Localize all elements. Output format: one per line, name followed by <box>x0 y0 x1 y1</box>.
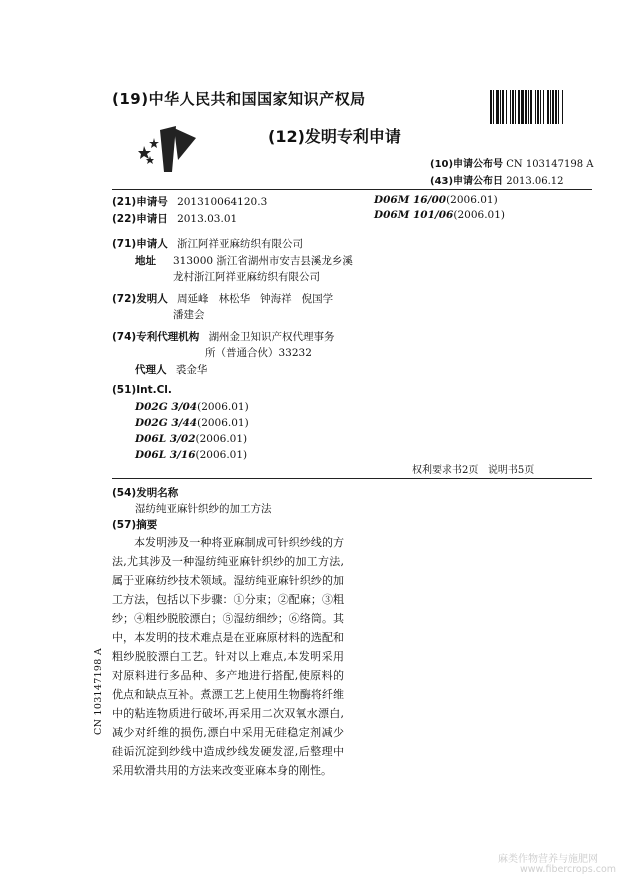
applicant-label: (71)申请人 <box>112 238 168 250</box>
application-number-label: (21)申请号 <box>112 196 168 208</box>
intcl-row <box>135 399 249 415</box>
address-line-1: 313000 浙江省湖州市安吉县溪龙乡溪 <box>173 255 353 267</box>
inventors <box>112 291 333 307</box>
patent-agency-label: (74)专利代理机构 <box>112 331 200 343</box>
applicant <box>112 236 303 252</box>
barcode-bar <box>563 90 565 124</box>
document-type-title: (12)发明专利申请 <box>268 127 401 146</box>
address-line-2: 龙村浙江阿祥亚麻纺织有限公司 <box>173 271 320 283</box>
applicant-value: 浙江阿祥亚麻纺织有限公司 <box>177 238 304 250</box>
invention-title-label: (54)发明名称 <box>112 487 179 499</box>
address-label: 地址 <box>135 255 156 267</box>
invention-title: 湿纺纯亚麻针织纱的加工方法 <box>135 503 272 515</box>
publication-date-value: 2013.06.12 <box>506 176 564 187</box>
intcl-label: (51)Int.Cl. <box>112 384 172 396</box>
secondary-class-row <box>374 192 498 208</box>
secondary-class-version: (2006.01) <box>453 209 505 221</box>
publication-date <box>430 172 564 187</box>
secondary-class-version: (2006.01) <box>446 194 498 206</box>
secondary-class-code: D06M 101/06 <box>374 209 454 221</box>
publication-number <box>430 155 594 170</box>
patent-agency <box>112 329 335 345</box>
side-publication-code: CN 103147198 A <box>93 647 104 735</box>
sipo-logo-icon <box>138 124 198 174</box>
application-date-value: 2013.03.01 <box>177 213 238 225</box>
intcl-version: (2006.01) <box>195 433 248 445</box>
intcl-code: D06L 3/16 <box>135 449 196 461</box>
agent <box>135 362 207 378</box>
patent-agency-line-1: 湖州金卫知识产权代理事务 <box>208 331 335 343</box>
application-date <box>112 211 237 227</box>
inventors-line-1: 周延峰 林松华 钟海祥 倪国学 <box>177 293 334 305</box>
abstract-text: 本发明涉及一种将亚麻制成可针织纱线的方法,尤其涉及一种湿纺纯亚麻针织纱的加工方法,属于亚麻纺纱技术领域。湿纺纯亚麻针织纱的加工方法，包括以下步骤：①分束；②配麻；③粗纱；④粗纱脱胶漂白；⑤湿纺细纱；⑥络筒。其中，本发明的技术难点是在亚麻原材料的选配和粗纱脱胶漂白工艺。针对以上难点,本发明采用对原料进行多品种、多产地进行搭配,使原料的优点和缺点互补。煮漂工艺上使用生物酶将纤维中的粘连物质进行破坏,再采用二次双氧水漂白,减少对纤维的损伤,漂白中采用无硅稳定剂减少硅诟沉淀到纱线中造成纱线发硬发涩,后整理中采用软滑共用的方法来改变亚麻本身的刚性。 <box>112 536 344 777</box>
intcl-version: (2006.01) <box>197 401 249 413</box>
intcl-version: (2006.01) <box>197 417 249 429</box>
barcode <box>490 90 590 124</box>
intcl-code: D02G 3/44 <box>135 417 198 429</box>
abstract-label: (57)摘要 <box>112 519 158 531</box>
intcl-code: D06L 3/02 <box>135 433 196 445</box>
secondary-class-row <box>374 207 505 223</box>
agent-label: 代理人 <box>135 364 167 376</box>
application-date-label: (22)申请日 <box>112 213 168 225</box>
intcl-code: D02G 3/04 <box>135 401 198 413</box>
header-rule <box>112 189 592 190</box>
patent-agency-line-2: 所（普通合伙）33232 <box>205 347 312 359</box>
watermark-title: 麻类作物营养与施肥网 <box>498 854 598 865</box>
inventors-line-2: 潘建会 <box>173 309 205 321</box>
intcl-version: (2006.01) <box>195 449 248 461</box>
application-number <box>112 194 267 210</box>
intcl-row <box>135 431 247 447</box>
section-rule <box>112 478 592 479</box>
publication-number-label: (10)申请公布号 <box>430 159 504 170</box>
page-count: 权利要求书2页 说明书5页 <box>412 465 535 476</box>
intcl-row <box>135 447 247 463</box>
publication-number-value: CN 103147198 A <box>506 159 594 170</box>
watermark-url: www.fibercrops.com <box>520 864 617 875</box>
publication-date-label: (43)申请公布日 <box>430 176 504 187</box>
authority-heading: (19)中华人民共和国国家知识产权局 <box>112 90 366 108</box>
application-number-value: 201310064120.3 <box>177 196 268 208</box>
inventors-label: (72)发明人 <box>112 293 168 305</box>
secondary-class-code: D06M 16/00 <box>374 194 447 206</box>
agent-value: 裘金华 <box>175 364 208 376</box>
intcl-row <box>135 415 249 431</box>
